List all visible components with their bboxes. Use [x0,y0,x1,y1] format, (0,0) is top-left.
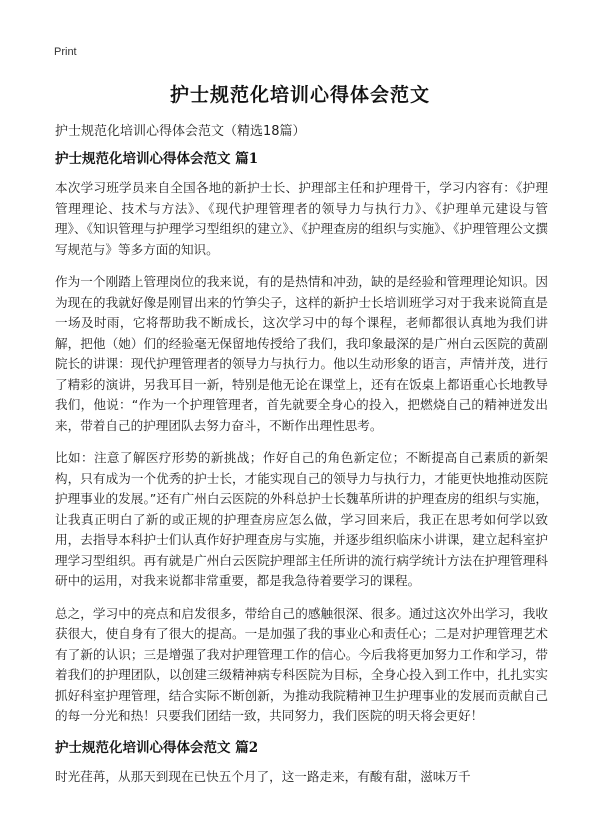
document-body [55,150,548,799]
document-subtitle: 护士规范化培训心得体会范文（精选18篇） [55,124,306,139]
paragraph: 时光荏苒，从那天到现在已快五个月了，这一路走来，有酸有甜，滋味万千 [55,768,471,784]
paragraph: 本次学习班学员来自全国各地的新护士长、护理部主任和护理骨干，学习内容有：《护理管理理论、技术与方法》、《现代护理管理者的领导力与执行力》、《护理单元建设与管理》、《知识管理与护理学习型组织的建立》、《护理查房的组织与实施》、《护理管理公文撰写规范与》等多方面的知识。 [55,180,548,257]
paragraph: 比如：注意了解医疗形势的新挑战；作好自己的角色新定位；不断提高自己素质的新架构，只有成为一个优秀的护士长，才能实现自己的领导力与执行力，才能更快地推动医院护理事业的发展。”还有广州白云医院的外科总护士长魏革所讲的护理查房的组织与实施，让我真正明白了新的或正规的护理查房应怎么做，学习回来后，我正在思考如何学以致用，去指导本科护士们认真作好护理查房与实施，并逐步组织临床小讲课，建立起科室护理学习型组织。再有就是广州白云医院护理部主任所讲的流行病学统计方法在护理管理科研中的运用，对我来说都非常重要，都是我急待着要学习的课程。 [55,450,548,588]
paragraph: 作为一个刚踏上管理岗位的我来说，有的是热情和冲劲，缺的是经验和管理理论知识。因为现在的我就好像是刚冒出来的竹笋尖子，这样的新护士长培训班学习对于我来说简直是一场及时雨，它将帮助我不断成长，这次学习中的每个课程，老师都很认真地为我们讲解，把他（她）们的经验毫无保留地传授给了我们，我印象最深的是广州白云医院的黄副院长的讲课：现代护理管理者的领导力与执行力。他以生动形象的语言，声情并茂，进行了精彩的演讲，另我耳目一新，特别是他无论在课堂上，还有在饭桌上都语重心长地教导我们，他说：“作为一个护理管理者，首先就要全身心的投入，把燃烧自己的精神迸发出来，带着自己的护理团队去努力奋斗，不断作出理性思考。 [55,274,548,433]
page-title: 护士规范化培训心得体会范文 [169,84,430,106]
section-heading-1: 护士规范化培训心得体会范文 篇1 [55,151,259,167]
section-heading-2: 护士规范化培训心得体会范文 篇2 [55,739,259,756]
print-link[interactable]: Print [54,46,77,58]
paragraph: 总之，学习中的亮点和启发很多，带给自己的感触很深、很多。通过这次外出学习，我收获很大，使自身有了很大的提高。一是加强了我的事业心和责任心；二是对护理管理艺术有了新的认识；三是增强了我对护理管理工作的信心。今后我将更加努力工作和学习，带着我们的护理团队，以创建三级精神病专科医院为目标，全身心投入到工作中，扎扎实实抓好科室护理管理，结合实际不断创新，为推动我院精神卫生护理事业的发展而贡献自己的每一分光和热！只要我们团结一致，共同努力，我们医院的明天将会更好！ [55,605,548,723]
